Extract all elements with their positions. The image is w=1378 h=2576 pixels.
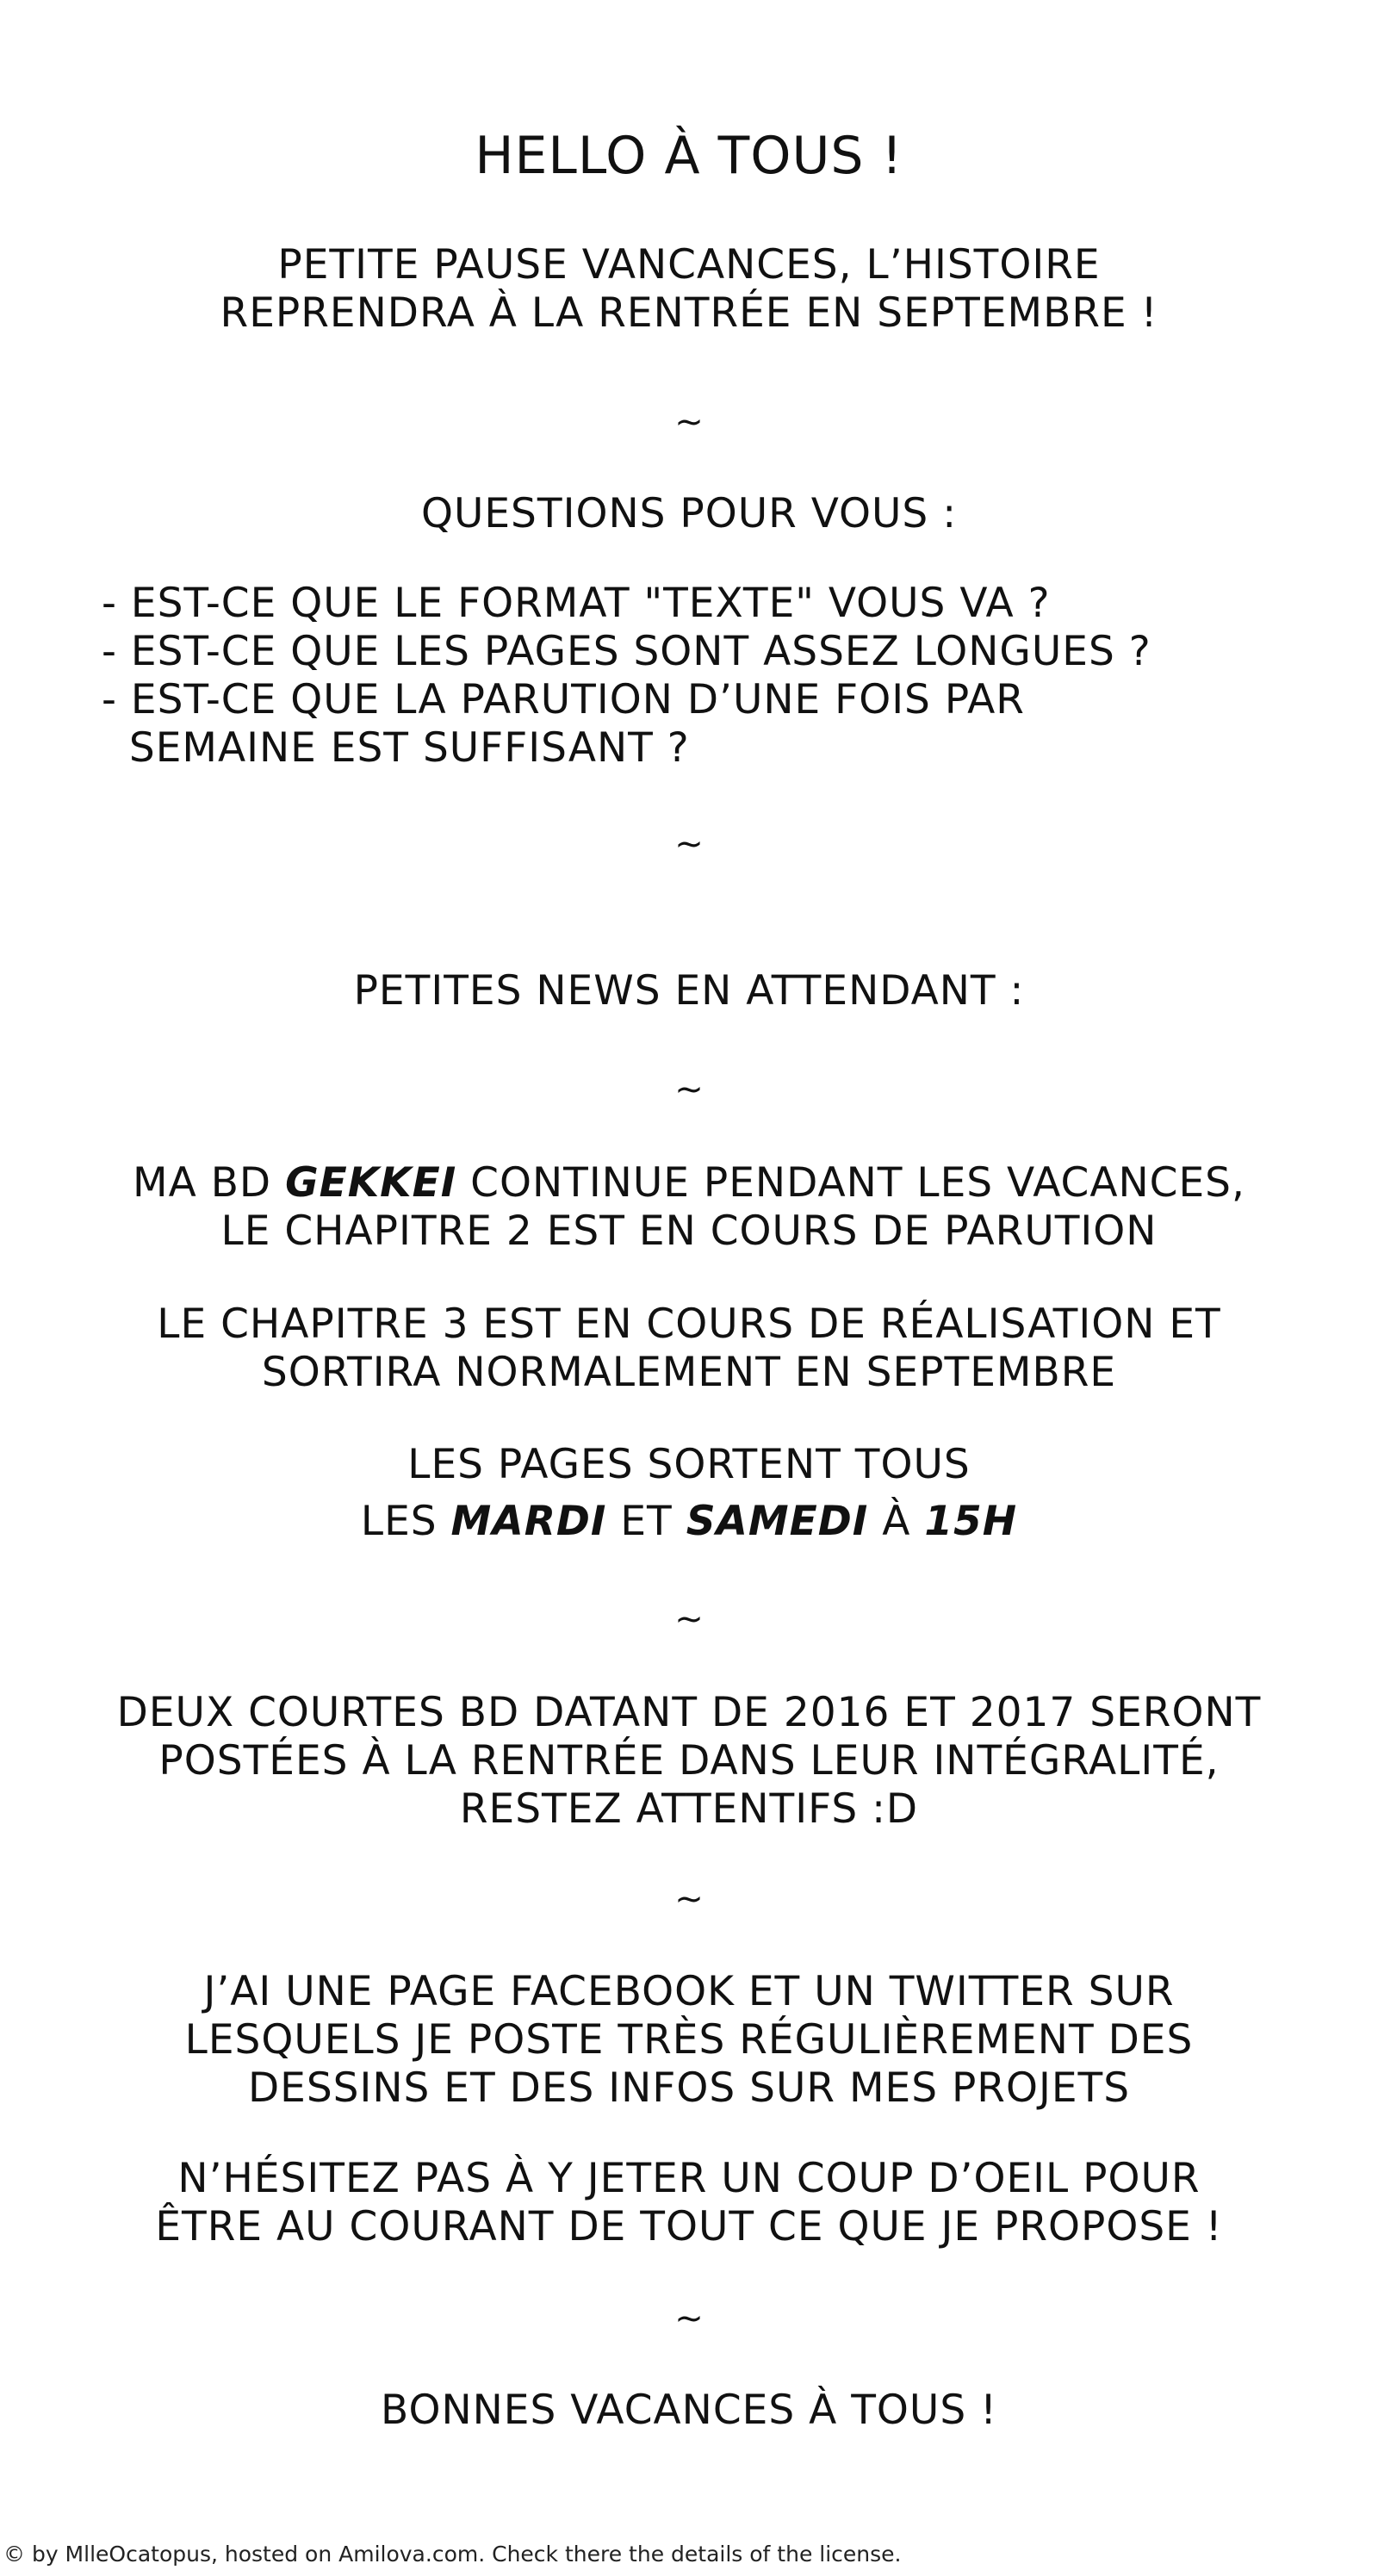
chapter3-line-2: SORTIRA NORMALEMENT EN SEPTEMBRE (261, 1349, 1117, 1396)
question-item-continued: SEMAINE EST SUFFISANT ? (102, 724, 690, 772)
intro-line-1: PETITE PAUSE VANCANCES, L’HISTOIRE (277, 241, 1101, 289)
separator: ~ (674, 1879, 704, 1919)
short-comics-line-3: RESTEZ ATTENTIFS :D (459, 1785, 919, 1833)
question-item: - EST-CE QUE LA PARUTION D’UNE FOIS PAR (102, 676, 1025, 723)
separator: ~ (674, 2299, 704, 2338)
short-comics-line-1: DEUX COURTES BD DATANT DE 2016 ET 2017 SERONT (116, 1689, 1262, 1736)
social-line-2: LESQUELS JE POSTE TRÈS RÉGULIÈREMENT DES (184, 2016, 1194, 2064)
gekkei-line-1-post: CONTINUE PENDANT LES VACANCES, (456, 1159, 1245, 1207)
license-footer: © by MlleOcatopus, hosted on Amilova.com. Check there the details of the license. (3, 2542, 902, 2567)
invite-line-1: N’HÉSITEZ PAS À Y JETER UN COUP D’OEIL POUR (177, 2155, 1201, 2202)
schedule-et: ET (606, 1498, 686, 1545)
gekkei-line-2: LE CHAPITRE 2 EST EN COURS DE PARUTION (220, 1207, 1158, 1255)
invite-line-2: ÊTRE AU COURANT DE TOUT CE QUE JE PROPOSE ! (155, 2203, 1223, 2250)
separator: ~ (674, 1599, 704, 1639)
news-heading: PETITES NEWS EN ATTENDANT : (353, 967, 1025, 1015)
question-item: - EST-CE QUE LE FORMAT "TEXTE" VOUS VA ? (102, 580, 1051, 627)
social-line-3: DESSINS ET DES INFOS SUR MES PROJETS (247, 2064, 1131, 2112)
questions-heading: QUESTIONS POUR VOUS : (420, 490, 958, 537)
gekkei-title: GEKKEI (285, 1159, 457, 1207)
schedule-day-1: MARDI (450, 1498, 607, 1545)
separator: ~ (674, 1070, 704, 1109)
schedule-les: LES (360, 1498, 451, 1545)
gekkei-line-1 (0, 1160, 1378, 1207)
schedule-line-2 (0, 1499, 1378, 1545)
schedule-line-1: LES PAGES SORTENT TOUS (407, 1441, 971, 1488)
short-comics-line-2: POSTÉES À LA RENTRÉE DANS LEUR INTÉGRALITÉ, (158, 1737, 1220, 1785)
schedule-day-2: SAMEDI (686, 1498, 869, 1545)
gekkei-line-1-pre: MA BD (133, 1159, 286, 1207)
separator: ~ (674, 824, 704, 864)
schedule-a: À (868, 1498, 925, 1545)
chapter3-line-1: LE CHAPITRE 3 EST EN COURS DE RÉALISATION ET (157, 1300, 1221, 1348)
page-title: HELLO À TOUS ! (475, 126, 903, 186)
separator: ~ (674, 402, 704, 442)
social-line-1: J’AI UNE PAGE FACEBOOK ET UN TWITTER SUR (203, 1968, 1175, 2015)
intro-line-2: REPRENDRA À LA RENTRÉE EN SEPTEMBRE ! (220, 289, 1158, 337)
schedule-time: 15H (924, 1498, 1018, 1545)
closing-line: BONNES VACANCES À TOUS ! (381, 2387, 997, 2434)
question-item: - EST-CE QUE LES PAGES SONT ASSEZ LONGUES ? (102, 628, 1151, 675)
